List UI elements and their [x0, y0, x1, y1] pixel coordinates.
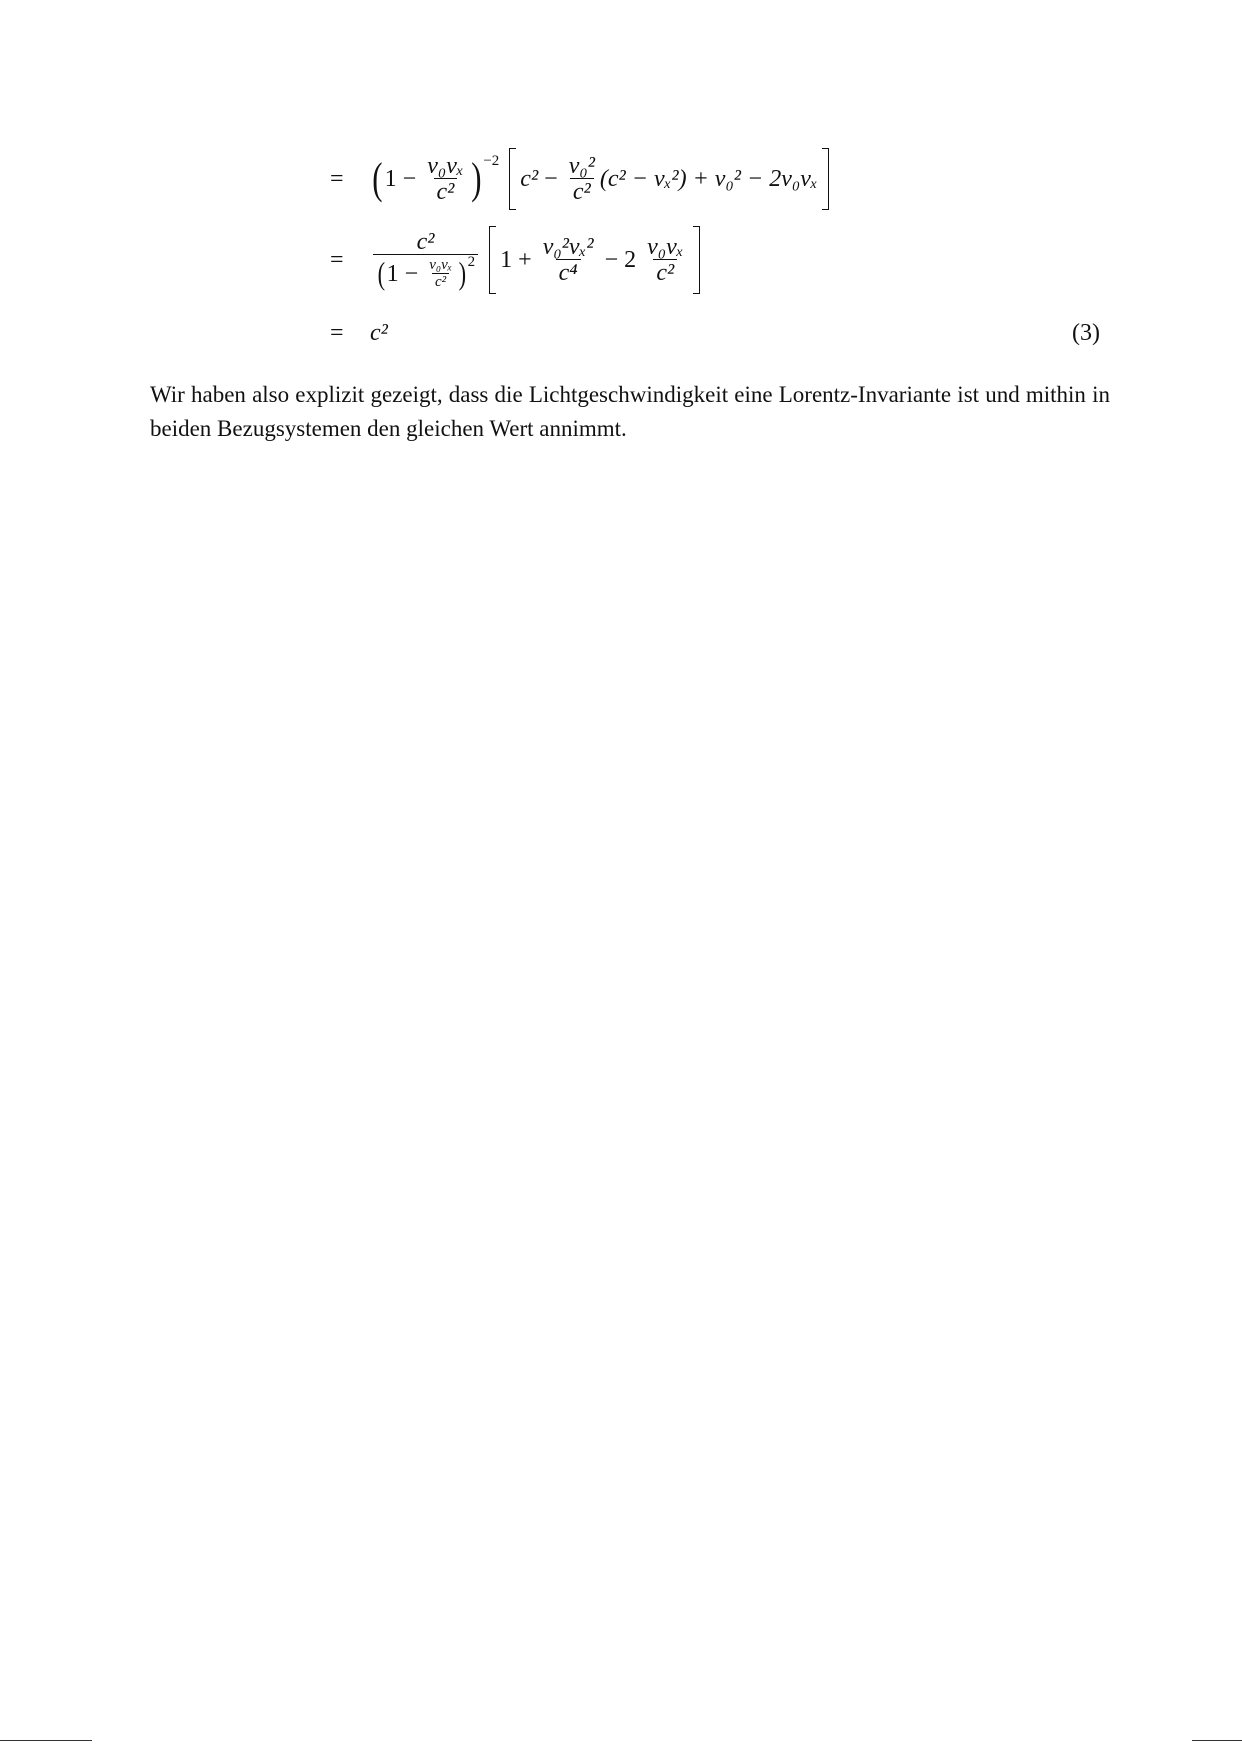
result-c-squared: c²: [370, 320, 388, 346]
equation-number: (3): [1072, 320, 1100, 346]
scan-mark-left: [0, 1740, 92, 1741]
plus: +: [518, 247, 532, 273]
plus-v02: + v₀²: [692, 166, 741, 192]
equation-line-3: [330, 318, 388, 348]
equation-line-2: [330, 226, 700, 294]
one: 1: [500, 247, 513, 273]
minus: −: [402, 166, 417, 192]
fraction-v0vx-c2-b: $\frac{\text{v₀vₓ}}{\text{c²}}$: [647, 234, 684, 286]
equals-sign: =: [330, 247, 344, 273]
fraction-v02vx2-c4: $\frac{\text{v₀²vₓ²}}{\text{c⁴}}$: [542, 234, 594, 286]
denominator: ( 1 − $\frac{\text{v₀vₓ}}{\text{c²}}$ ) $^2$: [373, 254, 478, 290]
right-bracket: [693, 226, 700, 294]
left-bracket: [489, 226, 496, 294]
numerator: c²: [416, 229, 435, 255]
fraction-c2-over-paren: [373, 230, 478, 290]
fraction-v0vx-c2: [425, 154, 465, 204]
left-bracket: [509, 148, 516, 210]
left-paren: (: [372, 154, 383, 204]
numerator: v₀vₓ: [427, 153, 464, 179]
c-squared: c²: [520, 166, 539, 192]
paren-term: (c² − vₓ²): [599, 166, 687, 192]
equals-sign: =: [330, 320, 344, 346]
small-fraction: $\frac{\text{v₀vₓ}}{\text{c²}}$: [429, 257, 452, 290]
equals-sign: =: [330, 166, 344, 192]
right-paren: ): [470, 154, 482, 204]
denominator: c²: [434, 178, 458, 204]
fraction-v02-c2: [567, 154, 597, 204]
right-bracket: [822, 148, 829, 210]
minus-2v0vx: − 2v₀vₓ: [747, 166, 818, 192]
minus-2: − 2: [604, 247, 637, 273]
numerator: v₀²: [568, 153, 595, 179]
scan-mark-right: [1192, 1740, 1242, 1741]
one: 1: [384, 166, 397, 192]
body-paragraph: Wir haben also explizit gezeigt, dass die Lichtgeschwindigkeit eine Lorentz-Invariante ist und mithin in beiden Bezugsystemen den gleichen Wert annimmt.: [150, 382, 1110, 441]
denominator: c²: [570, 178, 594, 204]
equation-line-1: = ( 1 − $\frac{\text{v₀vₓ}}{\text{c²}}$ ) $^{-2}$ c² − $\frac{\text{v₀²}}{\text{c²}}$ (c² − vₓ²) + v₀² − 2v₀vₓ: [330, 148, 829, 210]
